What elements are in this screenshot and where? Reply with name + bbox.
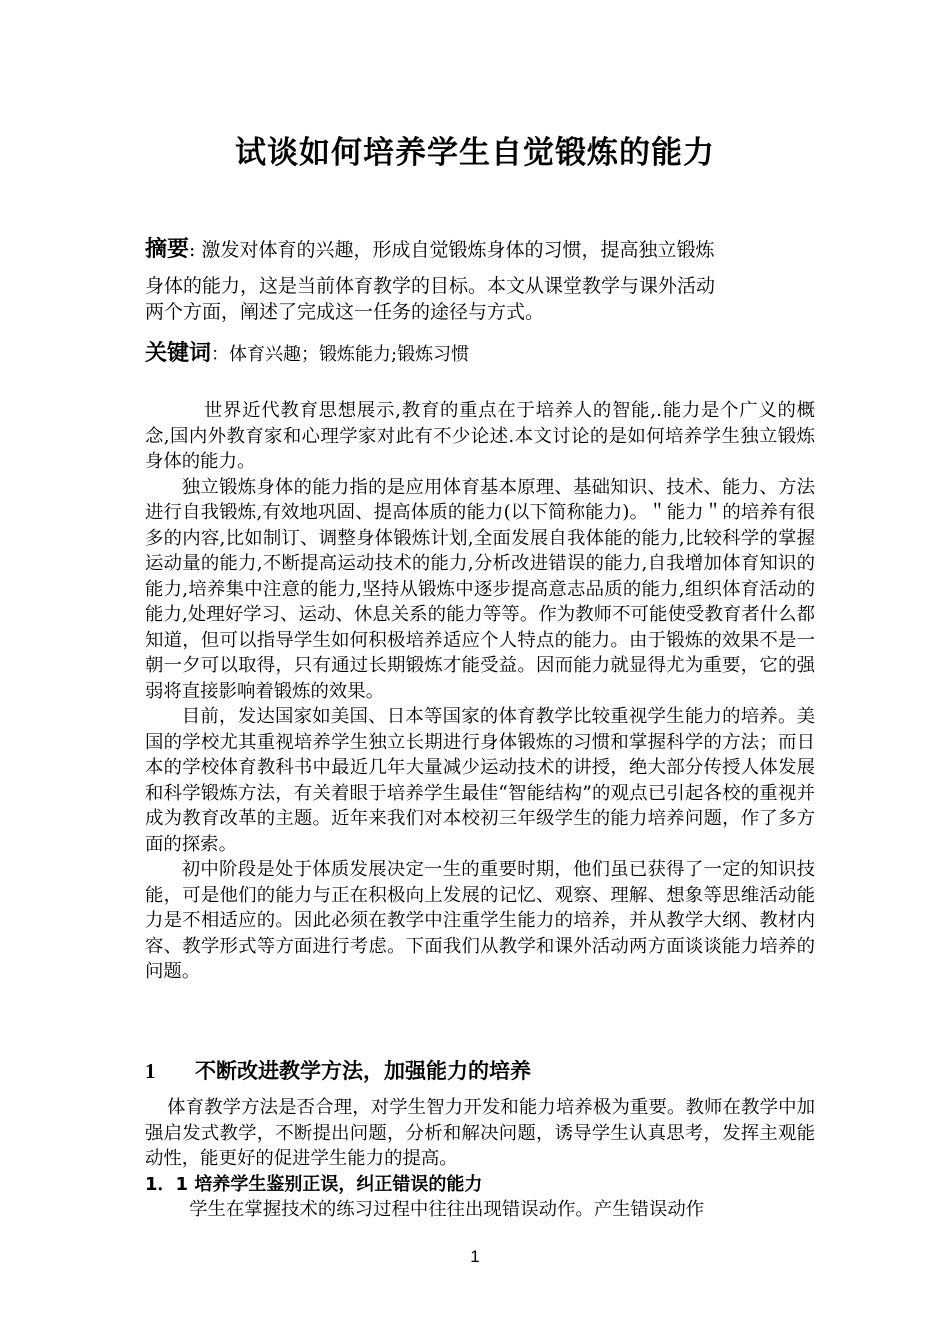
keywords-text: ：体育兴趣；锻炼能力;锻炼习惯 — [211, 344, 470, 365]
section-1-paragraph: 体育教学方法是否合理，对学生智力开发和能力培养极为重要。教师在教学中加强启发式教学，不断提出问题，分析和解决问题，诱导学生认真思考，发挥主观能动性，能更好的促进学生能力的提高。 — [145, 1097, 815, 1169]
section-1-number: 1 — [145, 1059, 156, 1083]
section-1-1-heading: 1．1 培养学生鉴别正误，纠正错误的能力 — [145, 1174, 483, 1195]
keywords-label: 关键词 — [145, 341, 212, 366]
abstract-text-1: : 激发对体育的兴趣，形成自觉锻炼身体的习惯，提高独立锻炼 — [189, 239, 715, 261]
body-paragraph: 目前，发达国家如美国、日本等国家的体育教学比较重视学生能力的培养。美国的学校尤其重视培养学生独立长期进行身体锻炼的习惯和掌握科学的方法；而日本的学校体育教科书中最近几年大量减少运动技术的讲授，绝大部分传授人体发展和科学锻炼方法，有关着眼于培养学生最佳“智能结构”的观点已引起各校的重视并成为教育改革的主题。近年来我们对本校初三年级学生的能力培养问题，作了多方面的探索。 — [145, 706, 815, 855]
section-1-heading — [145, 1055, 815, 1085]
body-paragraph: 世界近代教育思想展示,教育的重点在于培养人的智能,.能力是个广义的概念,国内外教育家和心理学家对此有不少论述.本文讨论的是如何培养学生独立锻炼身体的能力。 — [145, 400, 815, 472]
abstract-line-2: 身体的能力，这是当前体育教学的目标。本文从课堂教学与课外活动 — [145, 275, 716, 297]
body-paragraph: 初中阶段是处于体质发展决定一生的重要时期，他们虽已获得了一定的知识技能，可是他们的能力与正在积极向上发展的记忆、观察、理解、想象等思维活动能力是不相适应的。因此必须在教学中注重学生能力的培养，并从教学大纲、教材内容、教学形式等方面进行考虑。下面我们从教学和课外活动两方面谈谈能力培养的问题。 — [145, 859, 815, 982]
section-1-1-paragraph: 学生在掌握技术的练习过程中往往出现错误动作。产生错误动作 — [189, 1199, 705, 1220]
section-1-title: 不断改进教学方法，加强能力的培养 — [195, 1059, 531, 1083]
abstract-line-1 — [145, 233, 815, 267]
section-1-body — [145, 1095, 815, 1172]
section-1-1-body — [145, 1195, 815, 1221]
document-title: 试谈如何培养学生自觉锻炼的能力 — [235, 135, 715, 171]
keywords-block — [145, 336, 815, 367]
abstract-line-3: 两个方面，阐述了完成这一任务的途径与方式。 — [145, 301, 545, 323]
abstract-label: 摘要 — [145, 237, 190, 262]
page-number: 1 — [470, 1247, 480, 1266]
body-paragraph: 独立锻炼身体的能力指的是应用体育基本原理、基础知识、技术、能力、方法进行自我锻炼,有效地巩固、提高体质的能力(以下简称能力)。＂能力＂的培养有很多的内容,比如制订、调整身体锻炼计划,全面发展自我体能的能力,比较科学的掌握运动量的能力,不断提高运动技术的能力,分析改进错误的能力,自我增加体育知识的能力,培养集中注意的能力,坚持从锻炼中逐步提高意志品质的能力,组织体育活动的能力,处理好学习、运动、休息关系的能力等等。作为教师不可能使受教育者什么都知道，但可以指导学生如何积极培养适应个人特点的能力。由于锻炼的效果不是一朝一夕可以取得，只有通过长期锻炼才能受益。因而能力就显得尤为重要，它的强弱将直接影响着锻炼的效果。 — [145, 476, 815, 702]
body-text — [145, 398, 815, 985]
abstract-block — [145, 233, 815, 325]
